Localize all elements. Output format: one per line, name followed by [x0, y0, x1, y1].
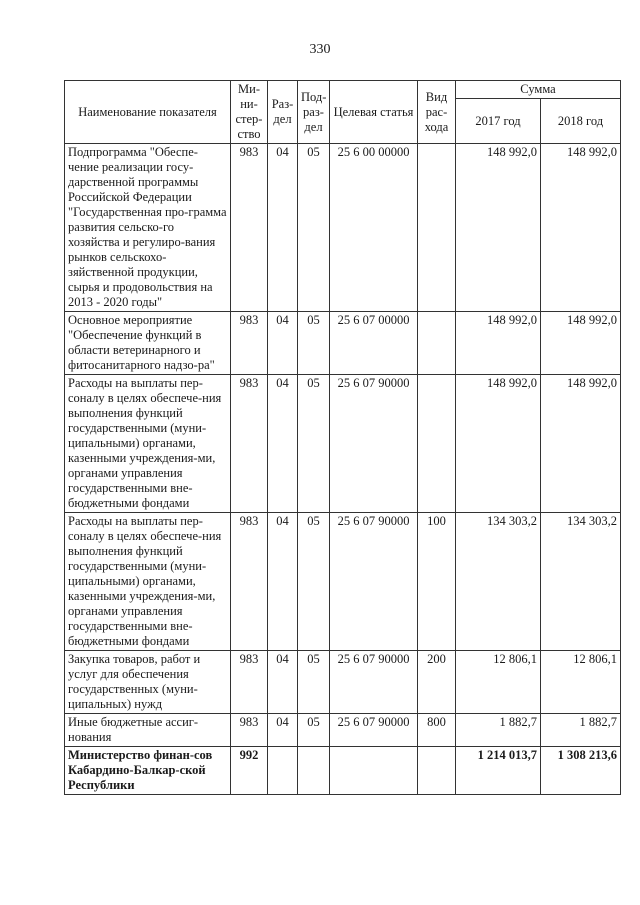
cell-sum-2017: 148 992,0: [456, 144, 541, 312]
cell-expense-type: [418, 144, 456, 312]
cell-expense-type: 100: [418, 513, 456, 651]
cell-subsection: 05: [298, 312, 330, 375]
table-header: [65, 81, 621, 144]
budget-table: [64, 80, 621, 795]
cell-sum-2018: 148 992,0: [541, 312, 621, 375]
cell-target: 25 6 07 00000: [330, 312, 418, 375]
cell-name: Закупка товаров, работ и услуг для обеспечения государственных (муни-ципальных) нужд: [65, 651, 231, 714]
cell-ministry: 983: [231, 312, 268, 375]
table-row: [65, 714, 621, 747]
cell-ministry: 983: [231, 651, 268, 714]
cell-sum-2017: 1 214 013,7: [456, 747, 541, 795]
cell-target: 25 6 07 90000: [330, 375, 418, 513]
cell-sum-2017: 148 992,0: [456, 375, 541, 513]
cell-name: Иные бюджетные ассиг-нования: [65, 714, 231, 747]
cell-section: 04: [268, 375, 298, 513]
cell-name: Расходы на выплаты пер-соналу в целях обеспече-ния выполнения функций государственными (муни-ципальными) органами, казенными учреждения-ми, органами управления государственными вне-бюджетными фондами: [65, 513, 231, 651]
header-subsection: Под-раз-дел: [298, 81, 330, 144]
cell-sum-2018: 1 308 213,6: [541, 747, 621, 795]
cell-expense-type: [418, 747, 456, 795]
table-row: [65, 312, 621, 375]
table-row: [65, 651, 621, 714]
cell-sum-2017: 12 806,1: [456, 651, 541, 714]
cell-section: 04: [268, 312, 298, 375]
header-section: Раз-дел: [268, 81, 298, 144]
cell-ministry: 983: [231, 714, 268, 747]
cell-target: 25 6 00 00000: [330, 144, 418, 312]
cell-section: 04: [268, 513, 298, 651]
cell-name: Расходы на выплаты пер-соналу в целях обеспече-ния выполнения функций государственными (муни-ципальными) органами, казенными учреждения-ми, органами управления государственными вне-бюджетными фондами: [65, 375, 231, 513]
cell-sum-2018: 12 806,1: [541, 651, 621, 714]
cell-ministry: 983: [231, 375, 268, 513]
cell-expense-type: [418, 312, 456, 375]
cell-name: Основное мероприятие "Обеспечение функций в области ветеринарного и фитосанитарного надзо-ра": [65, 312, 231, 375]
cell-ministry: 983: [231, 513, 268, 651]
cell-expense-type: 800: [418, 714, 456, 747]
header-target: Целевая статья: [330, 81, 418, 144]
cell-sum-2018: 1 882,7: [541, 714, 621, 747]
cell-sum-2018: 148 992,0: [541, 144, 621, 312]
header-expense-type: Вид рас-хода: [418, 81, 456, 144]
table-row: [65, 513, 621, 651]
cell-subsection: [298, 747, 330, 795]
header-sum: Сумма: [456, 81, 621, 99]
cell-target: [330, 747, 418, 795]
cell-section: 04: [268, 651, 298, 714]
cell-subsection: 05: [298, 513, 330, 651]
header-year-2017: 2017 год: [456, 99, 541, 144]
cell-target: 25 6 07 90000: [330, 513, 418, 651]
cell-expense-type: [418, 375, 456, 513]
cell-target: 25 6 07 90000: [330, 651, 418, 714]
header-name: Наименование показателя: [65, 81, 231, 144]
header-year-2018: 2018 год: [541, 99, 621, 144]
cell-sum-2017: 134 303,2: [456, 513, 541, 651]
cell-section: [268, 747, 298, 795]
cell-target: 25 6 07 90000: [330, 714, 418, 747]
page-number: 330: [309, 42, 331, 57]
cell-ministry: 992: [231, 747, 268, 795]
table-row: [65, 375, 621, 513]
cell-subsection: 05: [298, 375, 330, 513]
cell-section: 04: [268, 144, 298, 312]
cell-subsection: 05: [298, 144, 330, 312]
header-ministry: Ми-ни-стер-ство: [231, 81, 268, 144]
cell-subsection: 05: [298, 714, 330, 747]
table-body: [65, 144, 621, 795]
cell-name: Подпрограмма "Обеспе-чение реализации госу-дарственной программы Российской Федерации "Государственная про-грамма развития сельско-го хозяйства и регулиро-вания рынков сельскохо-зяйственной продукции, сырья и продовольствия на 2013 - 2020 годы": [65, 144, 231, 312]
cell-subsection: 05: [298, 651, 330, 714]
table-row: [65, 747, 621, 795]
table-row: [65, 144, 621, 312]
cell-sum-2018: 148 992,0: [541, 375, 621, 513]
cell-expense-type: 200: [418, 651, 456, 714]
cell-sum-2017: 148 992,0: [456, 312, 541, 375]
cell-ministry: 983: [231, 144, 268, 312]
cell-sum-2018: 134 303,2: [541, 513, 621, 651]
cell-section: 04: [268, 714, 298, 747]
cell-sum-2017: 1 882,7: [456, 714, 541, 747]
cell-name: Министерство финан-сов Кабардино-Балкар-ской Республики: [65, 747, 231, 795]
